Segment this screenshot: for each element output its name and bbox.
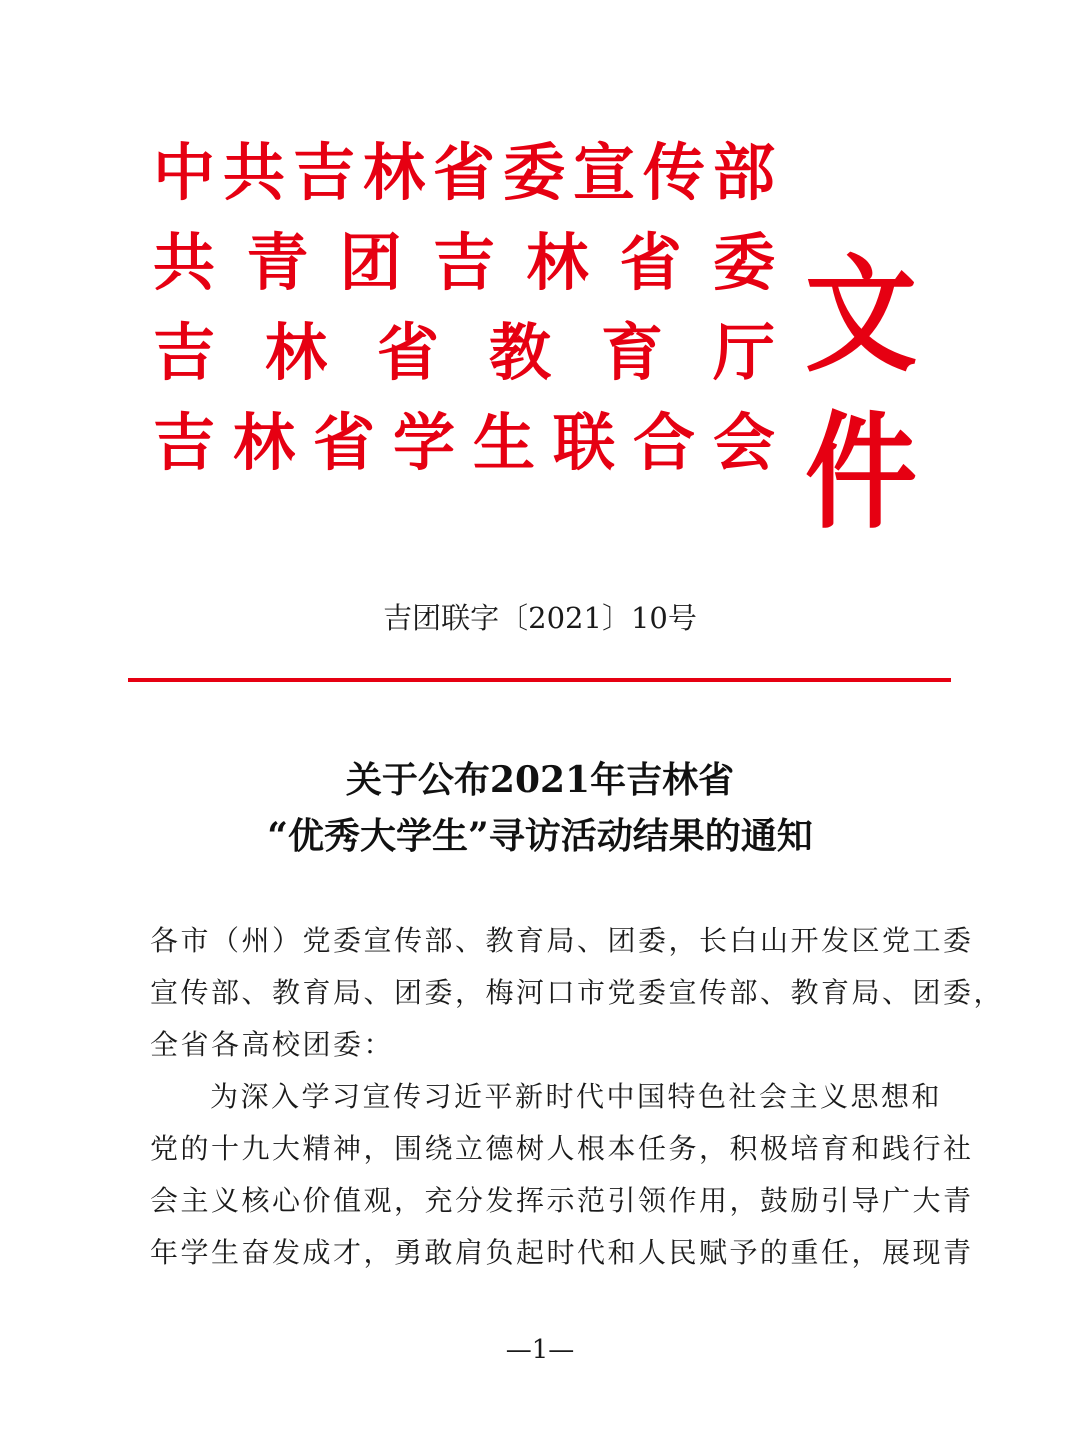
- notice-title: [0, 752, 1080, 864]
- issuer-char: 林: [526, 226, 589, 299]
- issuer-char: 育: [601, 316, 664, 389]
- issuer-char: 省: [313, 406, 376, 479]
- title-line: 关于公布2021年吉林省: [345, 759, 735, 801]
- red-divider: [128, 678, 951, 682]
- issuer-char: 委: [503, 136, 566, 209]
- body-paragraph-line: 为深入学习宣传习近平新时代中国特色社会主义思想和: [210, 1080, 943, 1113]
- recipients-line: 全省各高校团委：: [150, 1028, 395, 1061]
- issuer-char: 教: [489, 316, 552, 389]
- issuer-char: 共: [153, 226, 216, 299]
- issuer-char: 吉: [432, 226, 495, 299]
- issuer-char: 省: [377, 316, 440, 389]
- body-paragraph-line: 党的十九大精神，围绕立德树人根本任务，积极培育和践行社: [150, 1132, 974, 1165]
- issuer-line: [153, 398, 775, 488]
- issuer-line: [153, 218, 775, 308]
- issuer-char: 团: [339, 226, 402, 299]
- document-header: [153, 128, 953, 546]
- issuer-line: [153, 128, 775, 218]
- issuer-char: 会: [713, 406, 776, 479]
- recipients-line: 宣传部、教育局、团委，梅河口市党委宣传部、教育局、团委，: [150, 976, 1005, 1009]
- issuer-char: 林: [233, 406, 296, 479]
- issuer-char: 省: [433, 136, 496, 209]
- issuer-char: 委: [712, 226, 775, 299]
- issuer-char: 传: [643, 136, 706, 209]
- issuer-char: 林: [363, 136, 426, 209]
- issuer-char: 部: [713, 136, 776, 209]
- issuer-char: 中: [153, 136, 216, 209]
- issuer-char: 林: [265, 316, 328, 389]
- issuer-char: 青: [246, 226, 309, 299]
- issuer-char: 厅: [713, 316, 776, 389]
- recipients-line: 各市（州）党委宣传部、教育局、团委，长白山开发区党工委: [150, 924, 974, 957]
- title-line: “优秀大学生”寻访活动结果的通知: [267, 815, 813, 857]
- body-paragraph-line: 会主义核心价值观，充分发挥示范引领作用，鼓励引导广大青: [150, 1184, 974, 1217]
- issuer-char: 合: [633, 406, 696, 479]
- document-number: 吉团联字〔2021〕10号: [383, 601, 697, 635]
- document-label: 文件: [805, 243, 911, 546]
- page-number: —1—: [505, 1335, 575, 1365]
- issuer-char: 生: [473, 406, 536, 479]
- issuer-line: [153, 308, 775, 398]
- issuing-organizations: [153, 128, 775, 488]
- issuer-char: 共: [223, 136, 286, 209]
- body-paragraph-line: 年学生奋发成才，勇敢肩负起时代和人民赋予的重任，展现青: [150, 1236, 974, 1269]
- issuer-char: 学: [393, 406, 456, 479]
- issuer-char: 联: [553, 406, 616, 479]
- notice-body: [150, 915, 1005, 1279]
- issuer-char: 宣: [573, 136, 636, 209]
- issuer-char: 省: [619, 226, 682, 299]
- issuer-char: 吉: [293, 136, 356, 209]
- issuer-char: 吉: [153, 406, 216, 479]
- issuer-char: 吉: [153, 316, 216, 389]
